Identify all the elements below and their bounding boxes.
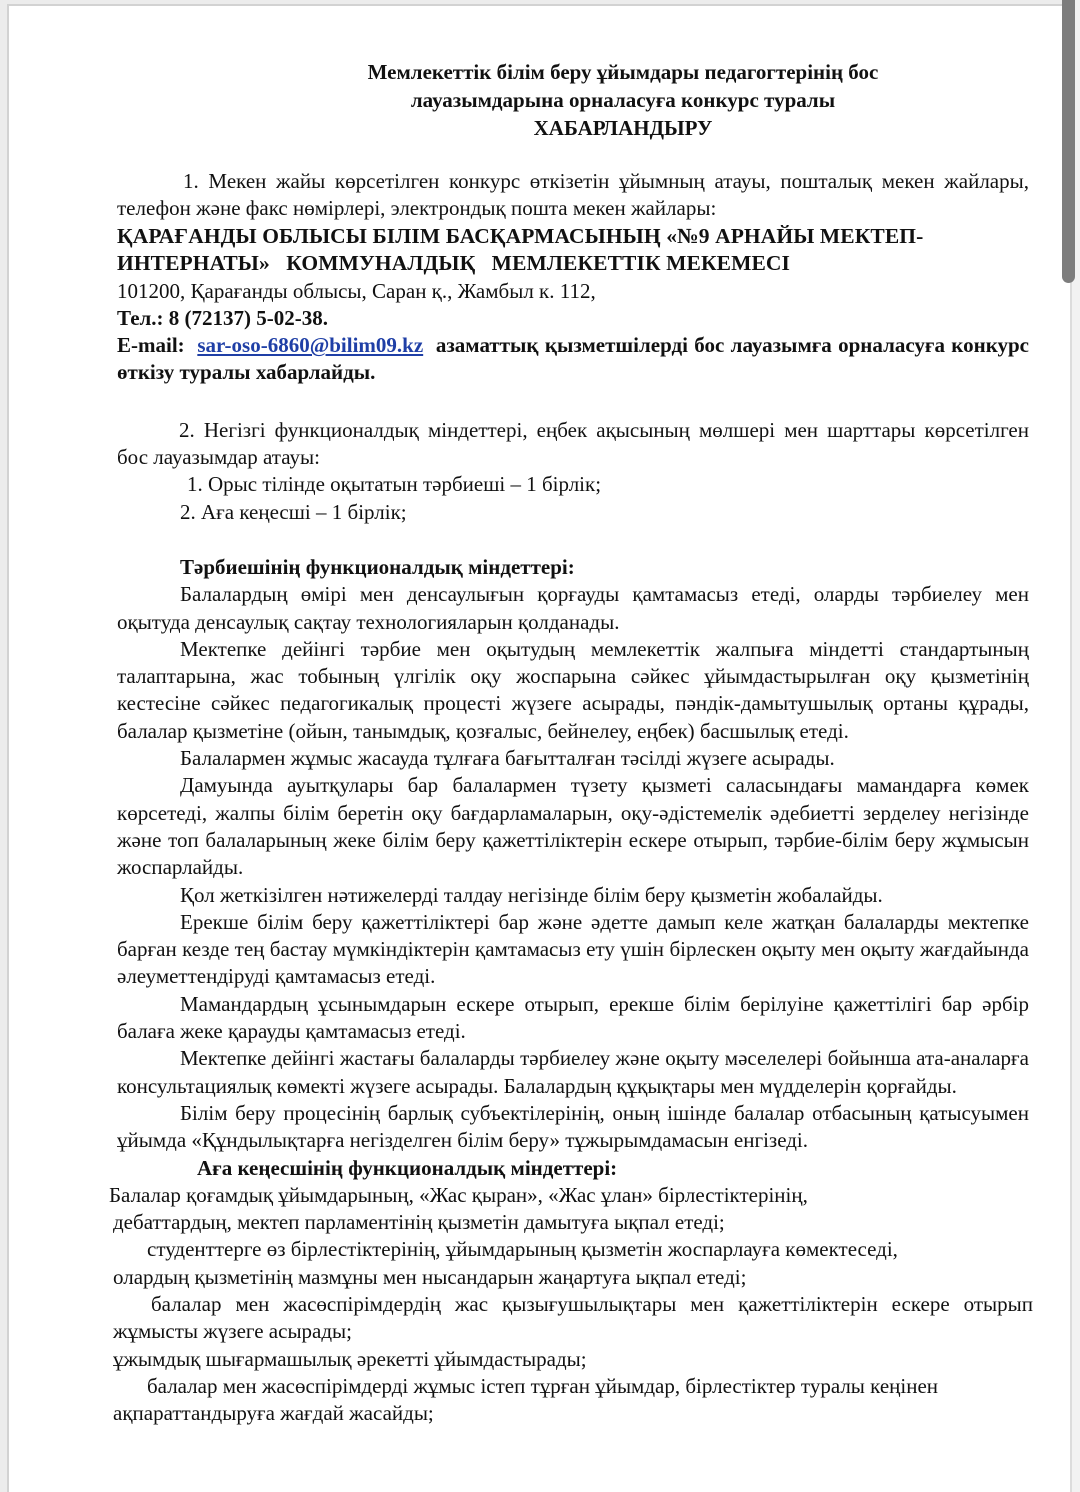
educator-duty-8: Мектепке дейінгі жастағы балаларды тәрбиелеу және оқыту мәселелері бойынша ата-аналарға консультациялық көмекті жүзеге асырады. Балалардың құқықтары мен мүдделерін қорғайды.: [117, 1046, 1029, 1098]
educator-duty-6: Ерекше білім беру қажеттіліктері бар және әдетте дамып келе жатқан балаларды мектепке барған кезде тең бастау мүмкіндіктерін қамтамасыз ету үшін бірлескен оқыту мен оқыту жағдайында әлеуметтендіруді қамтамасыз етеді.: [117, 909, 1029, 989]
org-name-line-2: ИНТЕРНАТЫ» КОММУНАЛДЫҚ МЕМЛЕКЕТТІК МЕКЕМЕСІ: [117, 250, 790, 275]
vacancy-item-2: 2. Аға кеңесші – 1 бірлік;: [180, 499, 407, 524]
educator-duty-9: Білім беру процесінің барлық субъектілерінің, оның ішінде балалар отбасының қатысуымен ұйымда «Құндылықтарға негізделген білім беру» тұжырымдамасын енгізеді.: [117, 1100, 1029, 1153]
counselor-duty-5a: балалар мен жасөспірімдерді жұмыс істеп тұрған ұйымдар, бірлестіктер туралы кеңінен: [147, 1373, 939, 1398]
org-name-line-1: ҚАРАҒАНДЫ ОБЛЫСЫ БІЛІМ БАСҚАРМАСЫНЫҢ «№9 АРНАЙЫ МЕКТЕП-: [117, 223, 924, 248]
document-content: [109, 58, 1033, 1427]
counselor-duty-1b: дебаттардың, мектеп парламентінің қызметін дамытуға ықпал етеді;: [113, 1210, 725, 1235]
educator-duty-2: Мектепке дейінгі тәрбие мен оқытудың мемлекеттік жалпыға міндетті стандартының талаптарына, жас тобының үлгілік оқу жоспарына сәйкес ұйымдастырылған оқу қызметінің кестесіне сәйкес педагогикалық процесті жүзеге асырады, пәндік-дамытушылық ортаны құрады, балалар қызметіне (ойын, танымдық, қозғалыс, бейнелеу, еңбек) басшылық етеді.: [117, 636, 1029, 743]
educator-duty-7: Мамандардың ұсынымдарын ескере отырып, ерекше білім берілуіне қажеттілігі бар әрбір балаға жеке қарауды қамтамасыз етеді.: [117, 991, 1029, 1044]
counselor-duty-2b: олардың қызметінің мазмұны мен нысандарын жаңартуға ықпал етеді;: [113, 1264, 747, 1289]
document-title: [217, 58, 1029, 142]
educator-duty-1: Балалардың өмірі мен денсаулығын қорғауды қамтамасыз етеді, оларды тәрбиелеу мен оқытуда денсаулық сақтау технологияларын қолданады.: [117, 582, 1029, 634]
senior-counselor-duties-heading: Аға кеңесшінің функционалдық міндеттері:: [197, 1155, 618, 1180]
title-line-3: ХАБАРЛАНДЫРУ: [533, 116, 713, 140]
section2-intro: 2. Негізгі функционалдық міндеттері, еңбек ақысының мөлшері мен шарттары көрсетілген бос лауазымдар атауы:: [117, 417, 1029, 470]
spacer: [117, 526, 1029, 554]
title-line-1: Мемлекеттік білім беру ұйымдары педагогтерінің бос: [367, 60, 879, 84]
educator-duty-4: Дамуында ауытқулары бар балалармен түзету қызметі саласындағы мамандарға көмек көрсетеді, жалпы білім беретін оқу бағдарламаларын, оқу-әдістемелік әдебиетті зерделеу негізінде және топ балаларының жеке білім беру қажеттіліктерін ескере отырып, тәрбие-білім беру жұмысын жоспарлайды.: [117, 773, 1029, 880]
counselor-duty-1a: Балалар қоғамдық ұйымдарының, «Жас қыран», «Жас ұлан» бірлестіктерінің,: [109, 1182, 808, 1207]
email-tail-text: азаматтық қызметшілерді бос лауазымға орналасуға конкурс өткізу туралы хабарлайды.: [117, 333, 1030, 385]
org-phone: Тел.: 8 (72137) 5-02-38.: [117, 305, 329, 330]
org-address: 101200, Қарағанды облысы, Саран қ., Жамбыл к. 112,: [117, 278, 596, 303]
email-link[interactable]: sar-oso-6860@bilim09.kz: [197, 333, 424, 358]
spacer: [117, 142, 1029, 168]
educator-duties-heading: Тәрбиешінің функционалдық міндеттері:: [180, 554, 575, 579]
section1-intro: 1. Мекен жайы көрсетілген конкурс өткізетін ұйымның атауы, пошталық мекен жайлары, телефон және факс нөмірлері, электрондық пошта мекен жайлары:: [117, 169, 1029, 221]
vacancy-item-1: 1. Орыс тілінде оқытатын тәрбиеші – 1 бірлік;: [187, 472, 602, 497]
counselor-duty-5b: ақпараттандыруға жағдай жасайды;: [113, 1401, 434, 1426]
spacer: [117, 387, 1029, 417]
vertical-scrollbar-thumb[interactable]: [1062, 0, 1075, 283]
document-page: [7, 4, 1071, 1492]
counselor-duty-4: ұжымдық шығармашылық әрекетті ұйымдастырады;: [113, 1346, 587, 1371]
senior-counselor-duties: [109, 1182, 1033, 1428]
educator-duty-3: Балалармен жұмыс жасауда тұлғаға бағытталған тәсілді жүзеге асырады.: [180, 746, 835, 771]
counselor-duty-2a: студенттерге өз бірлестіктерінің, ұйымдарының қызметін жоспарлауға көмектеседі,: [147, 1237, 898, 1262]
educator-duty-5: Қол жеткізілген нәтижелерді талдау негізінде білім беру қызметін жобалайды.: [180, 882, 883, 907]
org-email-paragraph: [117, 332, 1029, 387]
email-label: E-mail:: [117, 333, 185, 358]
counselor-duty-3: балалар мен жасөспірімдердің жас қызығушылықтары мен қажеттіліктерін ескере отырып жұмысты жүзеге асырады;: [113, 1291, 1033, 1344]
title-line-2: лауазымдарына орналасуға конкурс туралы: [410, 88, 836, 112]
